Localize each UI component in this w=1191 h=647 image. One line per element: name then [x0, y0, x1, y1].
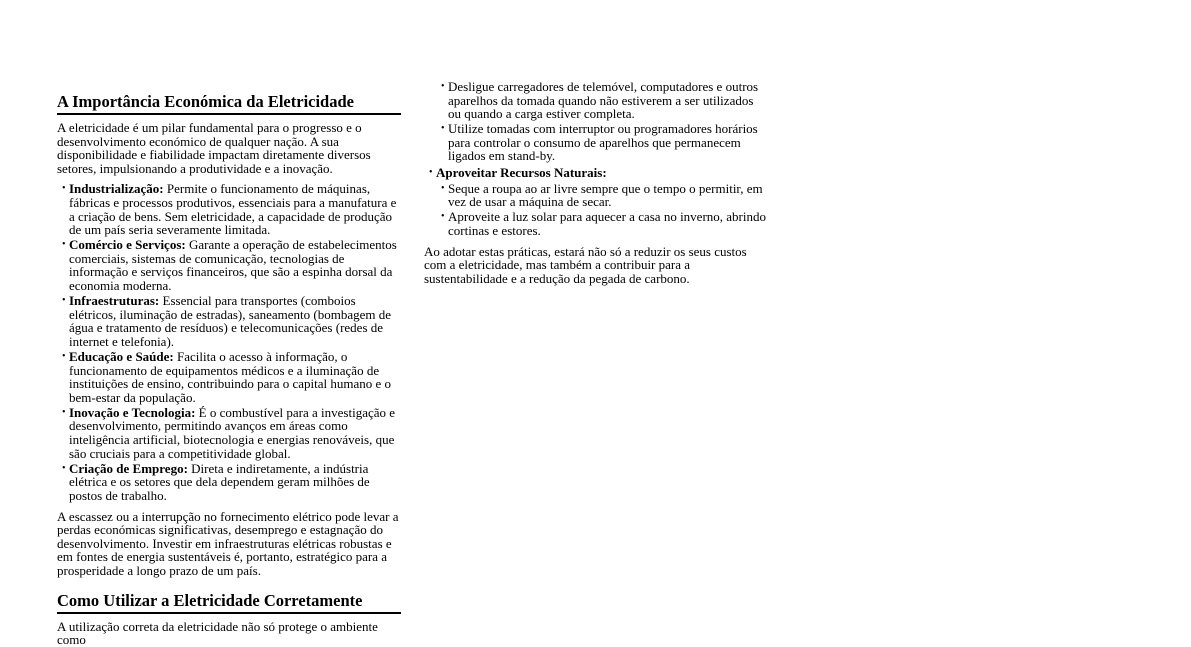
list-item-term: Industrialização: [69, 181, 164, 197]
list-item-text: Essencial para transportes (comboios elétricos, iluminação de estradas), saneamento (bombagem de água e tratamento de resíduos) e telecomunicações (redes de internet e telefonia). [69, 293, 391, 349]
list-item-term: Comércio e Serviços: [69, 237, 186, 253]
left-column [57, 92, 401, 647]
list-item-term: Criação de Emprego: [69, 460, 188, 476]
section-title-correct-usage: Como Utilizar a Eletricidade Corretamente [57, 591, 401, 614]
list-item-text: Facilita o acesso à informação, o funcionamento de equipamentos médicos e a iluminação de instituições de ensino, contribuindo para o capital humano e o bem-estar da população. [69, 349, 392, 405]
list-item [69, 182, 401, 236]
list-item [69, 294, 401, 348]
list-item [69, 350, 401, 404]
list-item-text: Direta e indiretamente, a indústria elétrica e os setores que dela dependem geram milhões de postos de trabalho. [69, 460, 370, 503]
list-item: • Seque a roupa ao ar livre sempre que o tempo o permitir, em vez de usar a máquina de secar. [448, 182, 768, 209]
list-item-text: Permite o funcionamento de máquinas, fábricas e processos produtivos, essenciais para a manufatura e a criação de bens. Sem eletricidade, a capacidade de produção de um país seria severamente limitada. [69, 181, 397, 238]
right-column [424, 80, 768, 285]
section-title-economic-importance: A Importância Económica da Eletricidade [57, 92, 401, 115]
usage-intro-paragraph: A utilização correta da eletricidade não só protege o ambiente como [57, 618, 378, 647]
list-item: • Desligue carregadores de telemóvel, computadores e outros aparelhos da tomada quando não estiverem a ser utilizados ou quando a carga estiver completa. [448, 80, 768, 121]
list-item-term: Inovação e Tecnologia: [69, 404, 196, 420]
list-item [69, 462, 401, 503]
list-item-text: É o combustível para a investigação e desenvolvimento, permitindo avanços em áreas como inteligência artificial, biotecnologia e energias renováveis, que são cruciais para a competitividade global. [69, 404, 396, 461]
list-item [436, 166, 768, 237]
list-item [69, 406, 401, 460]
economic-sectors-list [57, 182, 401, 502]
standby-tips-list [424, 80, 768, 163]
natural-resources-group [424, 166, 768, 237]
list-item-term: Educação e Saúde: [69, 349, 174, 364]
list-item: • Aproveite a luz solar para aquecer a casa no inverno, abrindo cortinas e estores. [448, 210, 768, 237]
economic-closing-paragraph: A escassez ou a interrupção no fornecimento elétrico pode levar a perdas económicas significativas, desemprego e estagnação do desenvolvimento. Investir em infraestruturas elétricas robustas e em fontes de energia sustentáveis é, portanto, estratégico para a prosperidade a longo prazo de um país. [57, 508, 399, 578]
group-title: Aproveitar Recursos Naturais: [436, 165, 607, 181]
natural-resources-list [436, 182, 768, 238]
conclusion-paragraph: Ao adotar estas práticas, estará não só a reduzir os seus custos com a eletricidade, mas também a contribuir para a sustentabilidade e a redução da pegada de carbono. [424, 243, 747, 286]
list-item: • Utilize tomadas com interruptor ou programadores horários para controlar o consumo de aparelhos que permanecem ligados em stand-by. [448, 122, 768, 163]
list-item-text: Garante a operação de estabelecimentos comerciais, sistemas de comunicação, tecnologias de informação e serviços financeiros, que são a espinha dorsal da economia moderna. [69, 237, 397, 294]
economic-intro-paragraph: A eletricidade é um pilar fundamental para o progresso e o desenvolvimento económico de qualquer nação. A sua disponibilidade e fiabilidade impactam diretamente diversos setores, impulsionando a produtividade e a inovação. [57, 120, 371, 176]
list-item-term: Infraestruturas: [69, 293, 160, 309]
list-item [69, 238, 401, 292]
